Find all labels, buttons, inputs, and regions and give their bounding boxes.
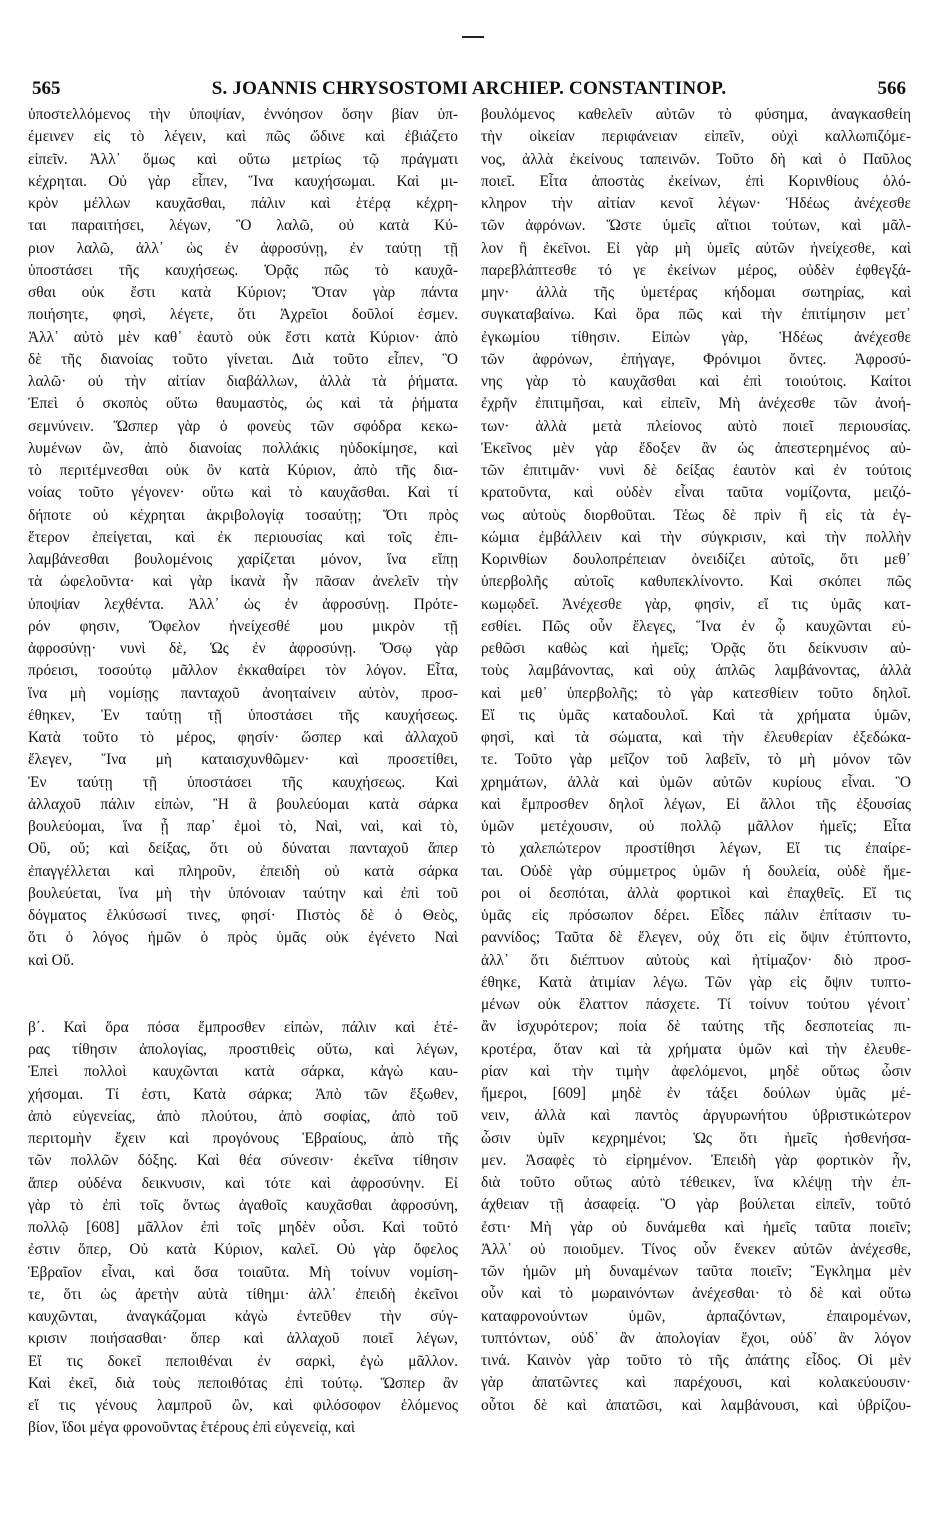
text-line: τῶν ἐπιτιμᾶν· νυνὶ δὲ δείξας ἑαυτὸν καὶ ἐν τούτοις: [481, 462, 911, 479]
text-line: μεν. Ἀσαφὲς τὸ εἰρημένον. Ἐπειδὴ γὰρ φορτικὸν ἦν,: [481, 1151, 911, 1169]
text-line: ἀλλ᾽ ὅτι διέπτυον αὐτοὺς καὶ ἠτίμαζον· διὸ προσ-: [481, 951, 911, 969]
text-line: ἀλλαχοῦ πάλιν εἰπὼν, Ἢ ἃ βουλεύομαι κατὰ σάρκα: [28, 795, 458, 813]
text-line: κροτέρα, ὅταν καὶ τὰ χρήματα ὑμῶν καὶ τὴν ἐλευθε-: [481, 1040, 911, 1058]
text-line: εσθίει. Πῶς οὖν ἔλεγες, Ἵνα ἐν ᾧ καυχῶνται εὑ-: [481, 617, 911, 635]
text-line: κέχρηται. Οὐ γὰρ εἶπεν, Ἵνα καυχήσωμαι. Καὶ μι-: [28, 172, 458, 190]
text-line: νως αὐτοὺς διορθοῦται. Τέως δὲ πρὶν ἢ εἰς τὰ ἐγ-: [481, 506, 911, 524]
text-line: ροι οἱ δεσπόται, ἀλλὰ φορτικοὶ καὶ ἐπαχθεῖς. Εἴ τις: [481, 884, 911, 902]
text-line: τε. Τοῦτο γὰρ μεῖζον τοῦ λαβεῖν, τὸ μὴ μόνον τῶν: [481, 751, 911, 769]
text-line: ὑπερβολῆς αὐτοῖς καθυπεκλίνοντο. Καὶ σκόπει πῶς: [481, 573, 911, 591]
text-line: κρισιν ποιήσασθαι· ὅπερ καὶ ἀλλαχοῦ ποιεῖ λέγων,: [28, 1330, 458, 1348]
top-mark: [462, 36, 484, 38]
text-line: Ἐπεὶ ὁ σκοπὸς οὕτω θαυμαστὸς, ὡς καὶ τὰ ῥήματα: [28, 395, 458, 413]
text-line: οὖν καὶ τὸ μωραινόντων ἀνέχεσθαι· τὸ δὲ καὶ οὕτω: [481, 1285, 911, 1303]
text-line: ραννίδος; Ταῦτα δὲ ἔλεγεν, οὐχ ὅτι εἰς ὄψιν ἐτύπτοντο,: [481, 929, 911, 947]
text-line: πολλῷ [608] μᾶλλον ἐπὶ τοῖς μηδὲν οὖσι. Καὶ τοῦτό: [28, 1219, 458, 1236]
text-line: έμεινεν εἰς τὸ λέγειν, καὶ πῶς ὤδινε καὶ ἐβιάζετο: [28, 128, 458, 146]
text-line: ὅτι ὁ λόγος ἡμῶν ὁ πρὸς ὑμᾶς οὐκ ἐγένετο Ναὶ: [28, 929, 458, 947]
text-line: Οὒ, οὔ; καὶ δείξας, ὅτι οὐ δύναται πανταχοῦ ἅπερ: [28, 840, 458, 858]
text-line: Ἀλλ᾽ αὐτὸ μὲν καθ᾽ ἑαυτὸ οὐκ ἔστι κατὰ Κύριον· ἀπὸ: [28, 328, 458, 346]
text-line: τοὺς λαμβάνοντας, καὶ οὐχ ἁπλῶς λαμβάνοντας, ἀλλὰ: [481, 662, 911, 680]
text-line: νος, ἀλλὰ ἐκείνους ταπεινῶν. Τοῦτο δὴ καὶ ὁ Παῦλος: [481, 150, 911, 168]
text-line: κώμια ἐμβάλλειν καὶ τὴν σύγκρισιν, καὶ τὴν πολλὴν: [481, 528, 911, 546]
text-line: ἐγκωμίου τίθησιν. Εἰπὼν γὰρ, Ἡδέως ἀνέχεσθε: [481, 328, 911, 346]
text-line: τῶν ἀφρόνων. Ὥστε ὑμεῖς αἴτιοι τούτων, καὶ μᾶλ-: [481, 217, 911, 235]
text-line: συγκαταβαίνω. Καὶ ὅρα πῶς καὶ τὴν ἐπιτίμησιν μετ᾽: [481, 306, 911, 324]
text-line: ἥμεροι, [609] μηδὲ ἐν τάξει δούλων ὑμᾶς μέ-: [481, 1085, 911, 1102]
text-line: ποιήσητε, φησὶ, λέγετε, ὅτι Ἀχρεῖοι δοῦλοί ἐσμεν.: [28, 306, 458, 324]
text-line: ται. Οὐδὲ γὰρ σύμμετρος ὑμῶν ἡ δουλεία, οὐδὲ ἥμε-: [481, 862, 911, 880]
text-line: Ἐπεὶ πολλοὶ καυχῶνται κατὰ σάρκα, κἀγὼ καυ-: [28, 1063, 458, 1081]
text-line: Ἑβραῖον εἶναι, καὶ ὅσα τοιαῦτα. Μὴ τοίνυν νομίση-: [28, 1263, 458, 1281]
text-line: κρὸν μέλλων καυχᾶσθαι, πάλιν καὶ ἑτέρᾳ κέχρη-: [28, 195, 458, 212]
text-line: καταφρονούντων ὑμῶν, ἁρπαζόντων, ἐπαιρομένων,: [481, 1307, 911, 1325]
text-line: Ἐν ταύτῃ τῇ ὑποστάσει τῆς καυχήσεως. Καὶ: [28, 773, 458, 791]
text-line: ρας τίθησιν ἀπολογίας, προστιθεὶς οὕτω, καὶ λέγων,: [28, 1041, 458, 1058]
text-line: ἐπαγγέλλεται καὶ πληροῦν, ἐπειδὴ οὐ κατὰ σάρκα: [28, 862, 458, 880]
text-line: τῶν ἀφρόνων, ἐπήγαγε, Φρόνιμοι ὄντες. Ἀφροσύ-: [481, 350, 911, 368]
text-line: ριον λαλῶ, ἀλλ᾽ ὡς ἐν ἀφροσύνῃ, ἐν ταύτῃ τῇ: [28, 239, 458, 257]
text-line: βίον, ἴδοι μέγα φρονοῦντας ἑτέρους ἐπὶ εὐγενείᾳ, καὶ: [28, 1419, 356, 1437]
text-line: Καὶ ἐκεῖ, διὰ τοὺς πεποιθότας ἐπὶ τούτῳ. Ὥσπερ ἂν: [28, 1374, 458, 1392]
text-line: κληρον τὴν αἰτίαν κενοῖ λέγων· Ἡδέως ἀνέχεσθε: [481, 195, 911, 212]
text-line: έθηκε, Κατὰ ἀτιμίαν λέγω. Τῶν γὰρ εἰς ὄψιν τυπτο-: [481, 973, 911, 991]
text-line: ἕτερον ἐπείγεται, καὶ ἐκ περιουσίας καὶ τοῖς ἐπι-: [28, 528, 458, 546]
text-line: σεμνύνειν. Ὥσπερ γὰρ ὁ φονεὺς τῶν σφόδρα κεκω-: [28, 417, 458, 435]
text-line: τῶν ἡμῶν μὴ δυναμένων ταῦτα ποιεῖν; Ἔγκλημα μὲν: [481, 1263, 911, 1280]
text-line: Εἴ τις δοκεῖ πεποιθέναι ἐν σαρκὶ, ἐγὼ μᾶλλον.: [28, 1352, 458, 1370]
page-number-left: 565: [32, 78, 61, 99]
text-line: ἔλεγεν, Ἵνα μὴ καταισχυνθῶμεν· καὶ προσετίθει,: [28, 751, 458, 769]
text-line: τὰ ὠφελοῦντα· καὶ γὰρ ἱκανὰ ἦν πᾶσαν ἀνελεῖν τὴν: [28, 573, 458, 591]
text-line: Ἐκεῖνος μὲν γὰρ ἔδοξεν ἂν ὡς ἀπεστερημένος αὐ-: [481, 439, 911, 457]
text-line: γὰρ ἀπατῶντες καὶ παρέχουσι, καὶ κολακεύουσιν·: [481, 1374, 911, 1392]
text-line: καὶ Οὔ.: [28, 951, 75, 969]
text-line: μην· ἀλλὰ τῆς ὑμετέρας κήδομαι σωτηρίας, καὶ: [481, 284, 911, 301]
running-title: S. JOANNIS CHRYSOSTOMI ARCHIEP. CONSTANTINOP.: [211, 78, 727, 99]
text-line: καὶ ἔμπροσθεν δηλοῖ λέγων, Εἰ ἄλλοι τῆς ἐξουσίας: [481, 795, 911, 813]
text-line: δήποτε οὐ κέχρηται ἀκριβολογίᾳ τοσαύτῃ; Ὅτι πρὸς: [28, 506, 458, 524]
running-header: [32, 78, 906, 104]
text-line: τὸ χαλεπώτερον προστίθησι λέγων, Εἴ τις ἐπαίρε-: [481, 840, 911, 858]
text-line: τὸ περιτέμνεσθαι οὐκ ὂν κατὰ Κύριον, ἀπὸ τῆς δια-: [28, 462, 458, 479]
text-line: λον ἢ ἐκεῖνοι. Εἰ γὰρ μὴ ὑμεῖς αὐτῶν ἠνείχεσθε, καὶ: [481, 239, 911, 257]
text-line: τὴν οἰκείαν περιφάνειαν εἰπεῖν, οὐχὶ καλλωπιζόμε-: [481, 128, 911, 146]
text-line: τυπτόντων, οὐδ᾽ ἂν ἀπολογίαν ἔχοι, οὐδ᾽ ἂν λόγον: [481, 1329, 911, 1347]
text-line: Κατὰ τοῦτο τὸ μέρος, φησίν· ὥσπερ καὶ ἀλλαχοῦ: [28, 729, 458, 746]
text-line: καὶ μεθ᾽ ὑπερβολῆς; τὸ γὰρ κατεσθίειν τοῦτο δηλοῖ.: [481, 684, 911, 702]
text-line: χήσομαι. Τί ἐστι, Κατὰ σάρκα; Ἀπὸ τῶν ἔξωθεν,: [28, 1085, 458, 1103]
text-line: κωμῳδεῖ. Ἀνέχεσθε γὰρ, φησὶν, εἴ τις ὑμᾶς κατ-: [481, 595, 911, 613]
text-line: νοίας τοῦτο γέγονεν· οὕτω καὶ τὸ καυχᾶσθαι. Καὶ τί: [28, 484, 458, 502]
text-line: ἀπὸ εὐγενείας, ἀπὸ πλούτου, ἀπὸ σοφίας, ἀπὸ τοῦ: [28, 1107, 458, 1125]
paragraph-gap: [28, 972, 458, 1017]
text-line: νης γὰρ τὸ καυχᾶσθαι καὶ ἐπὶ τοιούτοις. Καίτοι: [481, 373, 911, 390]
text-line: Ἀλλ᾽ οὐ ποιοῦμεν. Τίνος οὖν ἕνεκεν αὐτῶν ἀνέχεσθε,: [481, 1240, 911, 1258]
left-column: [28, 104, 458, 1440]
text-line: ὦσιν ὑμῖν κεχρημένοι; Ὡς ὅτι ἡμεῖς ἠσθενήσα-: [481, 1129, 911, 1147]
text-line: δόγματος ἑλκύσωσί τινες, φησί· Πιστὸς δὲ ὁ Θεὸς,: [28, 907, 458, 924]
text-line: ὑποψίαν λεχθέντα. Ἀλλ᾽ ὡς ἐν ἀφροσύνῃ. Πρότε-: [28, 595, 458, 613]
text-line: παρεβλάπτεσθε τό γε ἐκείνων μέρος, οὐδὲν ἐφθεγξά-: [481, 261, 911, 279]
text-line: περιτομὴν ἔχειν καὶ προγόνους Ἑβραίους, ἀπὸ τῆς: [28, 1130, 458, 1147]
text-line: νειν, ἀλλὰ καὶ παντὸς ἀργυρωνήτου ὑβριστικώτερον: [481, 1107, 911, 1125]
text-line: ἐστι· Μὴ γὰρ οὐ δυνάμεθα καὶ ἡμεῖς ταῦτα ποιεῖν;: [481, 1218, 911, 1236]
text-line: ται παραιτήσει, λέγων, Ὃ λαλῶ, οὐ κατὰ Κύ-: [28, 217, 458, 235]
text-line: ὑποστελλόμενος τὴν ὑποψίαν, ἐννόησον ὅσην βίαν ὑπ-: [28, 106, 458, 123]
text-line: ἅπερ οὐδένα δεικνυσιν, καὶ τότε καὶ ἀφροσύνην. Εἰ: [28, 1174, 458, 1192]
text-line: των· ἀλλὰ μετὰ πλείονος αὐτὸ ποιεῖ περιουσίας.: [481, 417, 911, 435]
text-line: Κορινθίων δουλοπρέπειαν ὀνειδίζει αὐτοῖς, ὅτι μεθ᾽: [481, 551, 911, 568]
text-line: δὲ τῆς διανοίας τοῦτο γίνεται. Διὰ τοῦτο εἶπεν, Ὃ: [28, 350, 458, 368]
text-line: ἀφροσύνῃ· νυνὶ δὲ, Ὡς ἐν ἀφροσύνῃ. Ὅσῳ γὰρ: [28, 640, 458, 657]
text-line: μένων οὐκ ἔλαττον πάσχετε. Τί τοίνυν τούτου γένοιτ᾽: [481, 996, 911, 1013]
text-line: λαλῶ· οὐ τὴν αἰτίαν διαβάλλων, ἀλλὰ τὰ ῥήματα.: [28, 373, 458, 390]
text-line: έθηκεν, Ἐν ταύτῃ τῇ ὑποστάσει τῆς καυχήσεως.: [28, 706, 458, 724]
text-line: ρόν φησιν, Ὄφελον ἠνείχεσθέ μου μικρὸν τῇ: [28, 617, 458, 635]
page-number-right: 566: [877, 78, 906, 99]
text-line: ὑμᾶς εἰς πρόσωπον δέρει. Εἶδες πάλιν ἐπίτασιν τυ-: [481, 907, 911, 924]
text-line: τινά. Καινὸν γὰρ τοῦτο τὸ τῆς ἀπάτης εἶδος. Οἱ μὲν: [481, 1352, 911, 1369]
text-line: πρόεισι, τοσούτῳ μᾶλλον ἐκκαθαίρει τὸν λόγον. Εἶτα,: [28, 662, 458, 680]
text-line: Εἴ τις ὑμᾶς καταδουλοῖ. Καὶ τὰ χρήματα ὑμῶν,: [481, 706, 911, 724]
text-line: ἵνα μὴ νομίσῃς πανταχοῦ ἀνοηταίνειν αὐτὸν, προσ-: [28, 684, 458, 702]
text-line: σθαι οὐκ ἔστι κατὰ Κύριον; Ὅταν γὰρ πάντα: [28, 284, 458, 301]
text-line: λυμένων ὢν, ἀπὸ διανοίας πολλάκις ηὐδοκίμησε, καὶ: [28, 439, 458, 457]
text-line: άχθειαν τῇ ἀσαφείᾳ. Ὃ γὰρ βούλεται εἰπεῖν, τοῦτό: [481, 1196, 911, 1214]
text-line: ρεθῶσι καθὼς καὶ ἡμεῖς; Ὁρᾷς ὅτι δείκνυσιν αὐ-: [481, 640, 911, 657]
text-line: διὰ τοῦτο οὕτως αὐτὸ τέθεικεν, ἵνα κλέψῃ τὴν ἐπ-: [481, 1174, 911, 1191]
text-line: λαμβάνεσθαι βουλομένοις χαρίζεται μόνον, ἵνα εἴπῃ: [28, 551, 458, 568]
text-line: χρημάτων, ἀλλὰ καὶ ὑμῶν αὐτῶν κυρίους εἶναι. Ὃ: [481, 773, 911, 791]
text-line: ρίαν καὶ τὴν τιμὴν ἀφελόμενοι, μηδὲ οὕτως ὦσιν: [481, 1062, 911, 1080]
text-line: τε, ὅτι ὡς ἀρετὴν αὐτὰ τίθημι· ἀλλ᾽ ἐπειδὴ ἐκεῖνοι: [28, 1285, 458, 1303]
text-line: καυχῶνται, ἀναγκάζομαι κἀγὼ ἐντεῦθεν τὴν σύγ-: [28, 1308, 458, 1325]
text-line: φησὶ, καὶ τὰ σώματα, καὶ τὴν ἐλευθερίαν ἐξεδώκα-: [481, 729, 911, 746]
text-line: τῶν πολλῶν δόξης. Καὶ θέα σύνεσιν· ἐκεῖνα τίθησιν: [28, 1152, 458, 1170]
right-column: [481, 104, 911, 1417]
text-line: κρατοῦντα, καὶ οὐδὲν εἶναι ταῦτα νομίζοντα, μειζό-: [481, 484, 911, 502]
text-line: ποιεῖ. Εἶτα ἀποστὰς ἐκείνων, ἐπὶ Κορινθίους ὁλό-: [481, 172, 911, 190]
text-line: β΄. Καὶ ὅρα πόσα ἔμπροσθεν εἰπὼν, πάλιν καὶ ἑτέ-: [28, 1018, 458, 1036]
text-line: ἐστιν ὅπερ, Οὐ κατὰ Κύριον, καλεῖ. Οὐ γὰρ ὄφελος: [28, 1241, 458, 1259]
text-line: ὑποστάσει τῆς καυχήσεως. Ὁρᾷς πῶς τὸ καυχᾶ-: [28, 261, 458, 279]
text-line: οὗτοι δὲ καὶ ἀπατῶσι, καὶ λαμβάνουσι, καὶ ὑβρίζου-: [481, 1396, 911, 1414]
text-line: βουλεύομαι, ἵνα ᾖ παρ᾽ ἐμοὶ τὸ, Ναὶ, ναὶ, καὶ τὸ,: [28, 818, 458, 835]
text-line: ἂν ἰσχυρότερον; ποία δὲ ταύτης τῆς δεσποτείας πι-: [481, 1018, 911, 1036]
text-line: ὑμῶν μετέχουσιν, οὐ πολλῷ μᾶλλον ἡμεῖς; Εἶτα: [481, 818, 911, 835]
text-line: ἐχρῆν ἐπιτιμῆσαι, καὶ εἰπεῖν, Μὴ ἀνέχεσθε τῶν ἀνοή-: [481, 395, 911, 413]
text-line: βουλόμενος καθελεῖν αὐτῶν τὸ φύσημα, ἀναγκασθείη: [481, 106, 911, 123]
text-line: γὰρ τὸ ἐπὶ τοῖς ὄντως ἀγαθοῖς καυχᾶσθαι ἀφροσύνη,: [28, 1196, 458, 1214]
text-line: εἴ τις γένους λαμπροῦ ὢν, καὶ φιλόσοφον ἑλόμενος: [28, 1397, 458, 1414]
text-line: βουλεύεται, ἵνα μὴ τὴν ὑπόνοιαν ταύτην καὶ ἐπὶ τοῦ: [28, 884, 458, 902]
text-line: εἰπεῖν. Ἀλλ᾽ ὅμως καὶ οὕτω μετρίως τῷ πράγματι: [28, 150, 458, 168]
